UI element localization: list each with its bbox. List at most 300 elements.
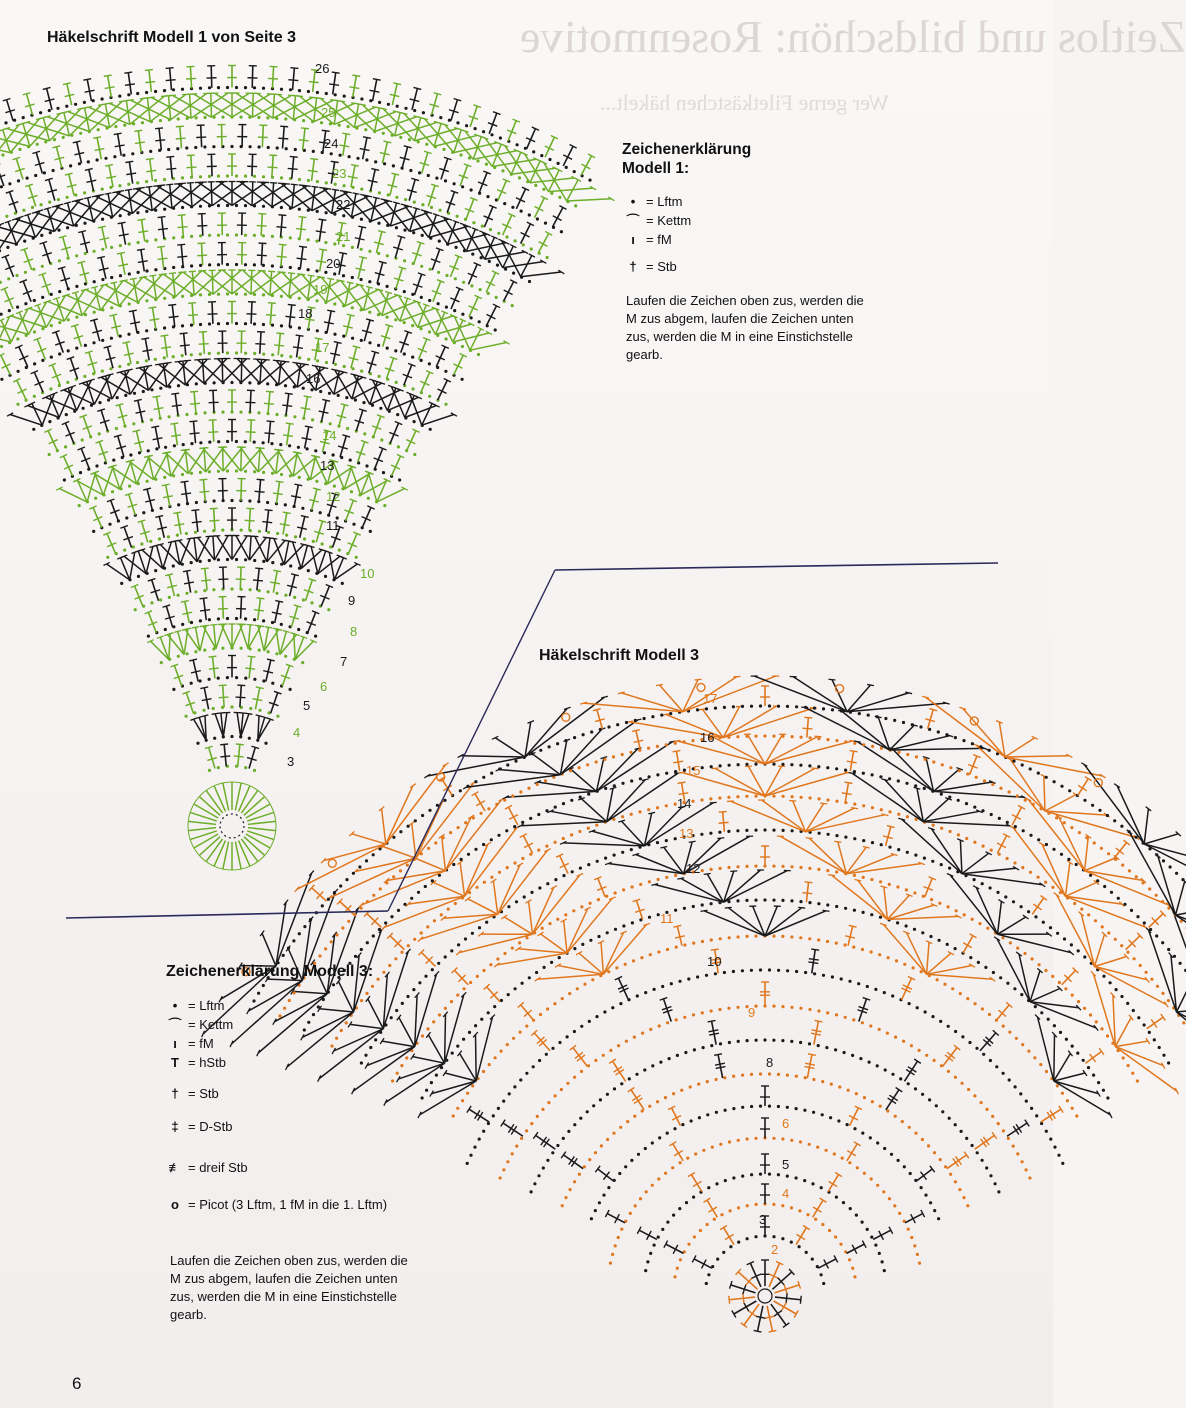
chain-stitch: [437, 962, 440, 965]
stb-bar: [370, 90, 380, 92]
chain-stitch: [888, 777, 891, 780]
chain-stitch: [469, 981, 472, 984]
chain-stitch: [244, 263, 247, 266]
chain-stitch: [244, 293, 247, 296]
fan-stitch: [923, 811, 979, 821]
chain-stitch: [772, 829, 775, 832]
chain-stitch: [897, 751, 900, 754]
fan-stitch: [950, 875, 997, 934]
stb-top: [97, 257, 105, 259]
chain-stitch: [691, 739, 694, 742]
chain-stitch: [421, 234, 424, 237]
chain-stitch: [298, 208, 301, 211]
chain-stitch: [354, 398, 357, 401]
stb-top: [404, 146, 412, 148]
chain-stitch: [164, 446, 167, 449]
fan-stitch: [188, 448, 205, 474]
stb-bar: [277, 256, 287, 257]
fan-top: [194, 537, 201, 538]
stb-bar: [674, 1151, 683, 1156]
chain-stitch: [905, 782, 908, 785]
chain-stitch: [594, 1151, 597, 1154]
stb-bar: [316, 261, 326, 263]
chain-stitch: [772, 735, 775, 738]
stb-bar: [200, 610, 210, 611]
chain-stitch: [921, 931, 924, 934]
chain-stitch: [329, 422, 332, 425]
chain-stitch: [128, 242, 131, 245]
stb-bar: [678, 793, 688, 795]
stb-stitch: [204, 688, 208, 710]
chain-stitch: [1130, 909, 1133, 912]
chain-stitch: [190, 353, 193, 356]
chain-stitch: [866, 985, 869, 988]
chain-stitch: [253, 441, 256, 444]
chain-stitch: [84, 252, 87, 255]
chain-stitch: [118, 95, 121, 98]
chain-stitch: [79, 471, 82, 474]
chain-stitch: [653, 1244, 656, 1247]
chain-stitch: [434, 841, 437, 844]
chain-stitch: [399, 869, 402, 872]
chain-stitch: [799, 764, 802, 767]
stb-top: [914, 1059, 921, 1063]
chain-stitch: [271, 472, 274, 475]
chain-stitch: [973, 878, 976, 881]
chain-stitch: [334, 93, 337, 96]
fan-stitch: [564, 921, 567, 954]
stb-stitch: [297, 336, 300, 358]
stb-top: [149, 307, 157, 308]
chain-stitch: [602, 1054, 605, 1057]
chain-stitch: [965, 802, 968, 805]
stb-top: [896, 1088, 903, 1092]
chain-stitch: [630, 848, 633, 851]
chain-stitch: [635, 1073, 638, 1076]
chain-stitch: [303, 537, 306, 540]
chain-stitch: [728, 1140, 731, 1143]
chain-stitch: [1087, 913, 1090, 916]
stb-bar: [324, 322, 334, 324]
chain-stitch: [1021, 1043, 1024, 1046]
chain-stitch: [137, 271, 140, 274]
chain-stitch: [511, 794, 514, 797]
chain-stitch: [125, 516, 128, 519]
chain-stitch: [750, 1073, 753, 1076]
chain-stitch: [656, 745, 659, 748]
chain-stitch: [199, 205, 202, 208]
chain-stitch: [732, 970, 735, 973]
fan-stitch: [1054, 1081, 1099, 1094]
stb-stitch: [204, 598, 207, 620]
chain-stitch: [346, 427, 349, 430]
chain-stitch: [194, 531, 197, 534]
fan-stitch: [124, 281, 156, 300]
chain-stitch: [518, 176, 521, 179]
chain-stitch: [432, 1020, 435, 1023]
chain-stitch: [78, 504, 81, 507]
chain-stitch: [507, 905, 510, 908]
stb-top: [338, 222, 346, 223]
chain-stitch: [536, 1115, 539, 1118]
stb-stitch: [170, 157, 172, 179]
chain-stitch: [466, 1162, 469, 1165]
chain-stitch: [378, 101, 381, 104]
chain-stitch: [943, 983, 946, 986]
fan-stitch: [549, 188, 594, 192]
chain-stitch: [595, 1015, 598, 1018]
chain-stitch: [536, 783, 539, 786]
stb-stitch: [193, 660, 198, 681]
chain-stitch: [1016, 947, 1019, 950]
stb-top: [286, 423, 294, 424]
round-number: 7: [340, 654, 348, 669]
chain-stitch: [842, 1201, 845, 1204]
chain-stitch: [754, 795, 757, 798]
stb-stitch: [1126, 936, 1140, 950]
chain-stitch: [781, 1137, 784, 1140]
chain-stitch: [312, 540, 315, 543]
chain-stitch: [976, 1151, 979, 1154]
chain-stitch: [482, 1070, 485, 1073]
chain-stitch: [479, 288, 482, 291]
chain-stitch: [257, 411, 260, 414]
chain-stitch: [284, 594, 287, 597]
chain-stitch: [759, 968, 762, 971]
chain-stitch: [226, 469, 229, 472]
chain-stitch: [149, 150, 152, 153]
chain-stitch: [474, 127, 477, 130]
chain-stitch: [122, 154, 125, 157]
fan-top: [251, 536, 258, 537]
stb-bar: [155, 140, 165, 141]
chain-stitch: [816, 1146, 819, 1149]
chain-stitch: [457, 943, 460, 946]
chain-stitch: [128, 272, 131, 275]
stb-stitch: [250, 420, 251, 442]
chain-stitch: [790, 899, 793, 902]
chain-stitch: [412, 387, 415, 390]
chain-stitch: [203, 589, 206, 592]
chain-stitch: [870, 878, 873, 881]
chain-stitch: [621, 815, 624, 818]
fan-top: [166, 184, 173, 185]
chain-stitch: [372, 934, 375, 937]
stb-stitch: [128, 73, 131, 95]
stb-top: [811, 949, 819, 950]
chain-stitch: [377, 222, 380, 225]
chain-stitch: [671, 1166, 674, 1169]
stb-bar: [158, 258, 168, 259]
chain-stitch: [347, 125, 350, 128]
stb-stitch: [845, 783, 848, 803]
chain-stitch: [18, 148, 21, 151]
chain-stitch: [57, 229, 60, 232]
chain-stitch: [835, 767, 838, 770]
stb-top: [301, 128, 309, 129]
chain-stitch: [933, 1059, 936, 1062]
chain-stitch: [298, 476, 301, 479]
chain-stitch: [367, 497, 370, 500]
fan-stitch: [502, 241, 521, 277]
chain-stitch: [315, 480, 318, 483]
chain-stitch: [861, 1021, 864, 1024]
chain-stitch: [562, 874, 565, 877]
chain-stitch: [154, 268, 157, 271]
fan-stitch: [213, 536, 215, 560]
stb-top: [609, 1059, 616, 1063]
chain-stitch: [750, 969, 753, 972]
chain-stitch: [485, 921, 488, 924]
chain-stitch: [134, 608, 137, 611]
stb-stitch: [371, 169, 376, 190]
fan-stitch: [105, 285, 138, 303]
fan-stitch: [237, 713, 241, 737]
chain-stitch: [647, 747, 650, 750]
fan-top: [292, 362, 299, 363]
stb-stitch: [363, 138, 367, 160]
chain-stitch: [905, 924, 908, 927]
round-number: 4: [293, 725, 301, 740]
fan-top: [279, 272, 286, 273]
chain-stitch: [244, 234, 247, 237]
chain-stitch: [145, 269, 148, 272]
chain-stitch: [746, 1204, 749, 1207]
chain-stitch: [98, 401, 101, 404]
chain-stitch: [1006, 857, 1009, 860]
chain-stitch: [656, 773, 659, 776]
stb-top: [383, 141, 391, 143]
chain-stitch: [799, 1007, 802, 1010]
chain-stitch: [871, 1100, 874, 1103]
stb-top: [628, 1088, 635, 1092]
chain-stitch: [1052, 848, 1055, 851]
chain-stitch: [421, 203, 424, 206]
chain-stitch: [888, 883, 891, 886]
chain-stitch: [403, 352, 406, 355]
chain-stitch: [298, 356, 301, 359]
chain-stitch: [486, 195, 489, 198]
chain-stitch: [289, 564, 292, 567]
chain-stitch: [316, 299, 319, 302]
fan-top: [366, 286, 373, 288]
chain-stitch: [368, 341, 371, 344]
chain-stitch: [199, 679, 202, 682]
chain-stitch: [746, 1137, 749, 1140]
stb-top: [208, 656, 216, 657]
chain-stitch: [933, 1209, 936, 1212]
chain-stitch: [397, 445, 400, 448]
fan-stitch: [241, 360, 266, 383]
chain-stitch: [871, 841, 874, 844]
chain-stitch: [266, 501, 269, 504]
chain-stitch: [848, 980, 851, 983]
chain-stitch: [826, 766, 829, 769]
chain-stitch: [542, 1166, 545, 1169]
chain-stitch: [466, 1092, 469, 1095]
chain-stitch: [902, 1040, 905, 1043]
chain-stitch: [208, 175, 211, 178]
stb-bar: [154, 408, 164, 410]
chain-stitch: [624, 1165, 627, 1168]
chain-stitch: [457, 826, 460, 829]
chain-stitch: [202, 709, 205, 712]
chain-stitch: [140, 542, 143, 545]
chain-stitch: [1014, 1085, 1017, 1088]
chain-stitch: [235, 558, 238, 561]
chain-stitch: [728, 764, 731, 767]
chain-stitch: [954, 1076, 957, 1079]
chain-stitch: [782, 795, 785, 798]
chain-stitch: [853, 803, 856, 806]
stb-bar: [283, 435, 293, 436]
chain-stitch: [880, 843, 883, 846]
chain-stitch: [350, 490, 353, 493]
chain-stitch: [906, 851, 909, 854]
round-number: 6: [320, 679, 328, 694]
stb-top: [288, 304, 296, 305]
stb-top: [157, 246, 165, 247]
chain-stitch: [307, 90, 310, 93]
stb-stitch: [289, 305, 292, 327]
chain-stitch: [626, 1120, 629, 1123]
chain-stitch: [790, 1206, 793, 1209]
chain-stitch: [195, 501, 198, 504]
round-number: 11: [326, 518, 340, 533]
stb-bar: [920, 1172, 926, 1180]
chain-stitch: [271, 353, 274, 356]
chain-stitch: [447, 908, 450, 911]
chain-stitch: [404, 107, 407, 110]
stb-bar: [118, 264, 128, 266]
chain-stitch: [701, 869, 704, 872]
fan-stitch: [223, 713, 227, 737]
chain-stitch: [425, 143, 428, 146]
chain-stitch: [826, 798, 829, 801]
chain-stitch: [445, 306, 448, 309]
stb-top: [729, 1296, 730, 1304]
chain-stitch: [146, 480, 149, 483]
chain-stitch: [332, 453, 335, 456]
fan-top: [296, 96, 303, 97]
chain-stitch: [954, 1030, 957, 1033]
fan-top: [289, 541, 296, 542]
chain-stitch: [861, 1132, 864, 1135]
chain-stitch: [1083, 955, 1086, 958]
chain-stitch: [333, 333, 336, 336]
chain-stitch: [185, 715, 188, 718]
chain-stitch: [127, 333, 130, 336]
stb-top: [783, 1323, 789, 1328]
chain-stitch: [530, 1122, 533, 1125]
fan-top: [806, 838, 813, 839]
chain-stitch: [568, 992, 571, 995]
chain-stitch: [1025, 1100, 1028, 1103]
chain-stitch: [935, 1104, 938, 1107]
chain-stitch: [512, 272, 515, 275]
chain-stitch: [0, 281, 2, 284]
chain-stitch: [745, 899, 748, 902]
chain-stitch: [58, 352, 61, 355]
chain-stitch: [603, 758, 606, 761]
chain-stitch: [505, 829, 508, 832]
chain-stitch: [837, 1119, 840, 1122]
fan-stitch: [418, 316, 453, 328]
chain-stitch: [217, 293, 220, 296]
stb-stitch: [67, 84, 72, 105]
fan-stitch: [222, 447, 241, 471]
chain-stitch: [1040, 1011, 1043, 1014]
chain-stitch: [235, 292, 238, 295]
chain-stitch: [528, 280, 531, 283]
chain-stitch: [874, 1244, 877, 1247]
chain-stitch: [554, 841, 557, 844]
chain-stitch: [1051, 886, 1054, 889]
chain-stitch: [791, 795, 794, 798]
stb-stitch: [102, 227, 107, 248]
chain-stitch: [905, 888, 908, 891]
fan-top: [270, 538, 277, 539]
chain-stitch: [978, 922, 981, 925]
chain-stitch: [196, 742, 199, 745]
fan-stitch: [1085, 858, 1117, 871]
round-number: 17: [315, 340, 330, 355]
stb-stitch: [996, 1005, 1009, 1020]
chain-stitch: [954, 1180, 957, 1183]
chain-stitch: [271, 561, 274, 564]
chain-stitch: [490, 133, 493, 136]
stb-top: [85, 169, 93, 171]
stb-stitch: [203, 332, 204, 354]
chain-stitch: [897, 779, 900, 782]
chain-stitch: [460, 858, 463, 861]
stb-bar: [299, 140, 309, 141]
chain-stitch: [253, 263, 256, 266]
chain-stitch: [817, 938, 820, 941]
chain-stitch: [573, 1076, 576, 1079]
chain-stitch: [633, 1115, 636, 1118]
chain-stitch: [690, 1119, 693, 1122]
chain-stitch: [208, 470, 211, 473]
chain-stitch: [910, 1236, 913, 1239]
fan-top: [110, 282, 117, 283]
stb-bar: [234, 756, 244, 757]
stb-top: [413, 87, 421, 89]
chain-stitch: [612, 755, 615, 758]
fan-stitch: [432, 1081, 477, 1094]
chain-stitch: [413, 109, 416, 112]
chain-stitch: [199, 293, 202, 296]
chain-stitch: [1014, 825, 1017, 828]
chain-stitch: [264, 742, 267, 745]
stb-top: [313, 488, 321, 490]
chain-stitch: [120, 582, 123, 585]
chain-stitch: [954, 1123, 957, 1126]
fan-stitch: [429, 226, 468, 237]
chain-stitch: [362, 401, 365, 404]
chain-stitch: [297, 628, 300, 631]
fan-stitch: [259, 448, 276, 474]
stb-stitch: [598, 1169, 614, 1181]
chain-stitch: [560, 230, 563, 233]
fan-stitch: [998, 934, 1072, 952]
chain-stitch: [511, 1152, 514, 1155]
chain-stitch: [710, 902, 713, 905]
chain-stitch: [428, 395, 431, 398]
chain-stitch: [913, 891, 916, 894]
chain-stitch: [579, 867, 582, 870]
fan-stitch: [272, 183, 274, 207]
